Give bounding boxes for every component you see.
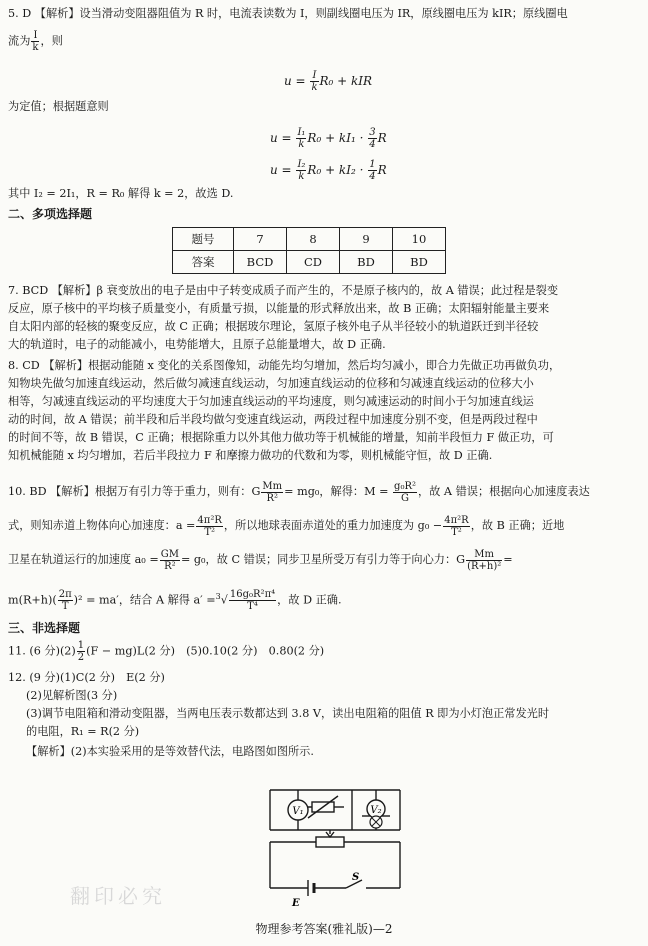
q7-line-2: 反应，原子核中的平均核子质量变小，有质量亏损，以能量的形式释放出来，故 B 正确；太阳辐射能量主要来 — [8, 302, 550, 315]
table-cell: BD — [393, 251, 446, 274]
table-cell: CD — [287, 251, 340, 274]
battery-label: E — [292, 898, 300, 909]
q10-line-2: 式，则知赤道上物体向心加速度：a = $\frac{\text{4π²R}}{\text{T²}}$ ，所以地球表面赤道处的重力加速度为 g₀ − $\frac{\text{4π²R}}{\text{T²}}$ ，故 B 正确；近地 — [8, 514, 565, 538]
q7-line-1: 7. BCD 【解析】β 衰变放出的电子是由中子转变成质子而产生的，不是原子核内的，故 A 错误；此过程是裂变 — [8, 284, 559, 297]
q5-line-2: 流为 $\frac{I}{k}$ ，则 — [8, 30, 63, 53]
q12-line-4: 的电阻，R₁ = R(2 分) — [26, 725, 140, 738]
voltmeter-v2-label: V₂ — [370, 805, 382, 816]
q8-line-5: 的时间不等，故 B 错误，C 正确；根据除重力以外其他力做功等于机械能的增量，知前半段恒力 F 做正功，可 — [8, 431, 554, 444]
q5-equation-3: u = $\frac{\text{I₂}}{k}$ R₀ + kI₂ · $\frac{1}{4}$ R — [270, 159, 387, 182]
q8-line-1: 8. CD 【解析】根据动能随 x 变化的关系图像知，动能先均匀增加，然后均匀减小，即合力先做正功再做负功， — [8, 359, 561, 372]
voltmeter-v1-label: V₁ — [292, 806, 304, 817]
q10-line-1: 10. BD 【解析】根据万有引力等于重力，则有：G $\frac{Mm}{\text{R²}}$ = mg₀，解得：M = $\frac{\text{g₀R²}}{G}$ ，故 A 错误；根据向心加速度表达 — [8, 480, 590, 504]
table-cell: 9 — [340, 228, 393, 251]
table-row — [173, 251, 446, 274]
q8-line-6: 知机械能随 x 均匀增加，若后半段拉力 F 和摩擦力做功的代数和为零，则机械能守恒，故 D 正确. — [8, 449, 493, 462]
table-cell: 题号 — [173, 228, 234, 251]
switch-label: S — [352, 872, 360, 883]
page-footer: 物理参考答案(雅礼版)—2 — [255, 922, 393, 936]
q5-equation-2: u = $\frac{\text{I₁}}{k}$ R₀ + kI₁ · $\frac{3}{4}$ R — [270, 127, 387, 150]
q12-line-2: (2)见解析图(3 分) — [26, 689, 118, 702]
table-cell: 8 — [287, 228, 340, 251]
table-cell: 7 — [234, 228, 287, 251]
q12-line-3: (3)调节电阻箱和滑动变阻器，当两电压表示数都达到 3.8 V，读出电阻箱的阻值 R 即为小灯泡正常发光时 — [26, 707, 550, 720]
answer-table — [172, 227, 446, 274]
q12-line-1: 12. (9 分)(1)C(2 分) E(2 分) — [8, 671, 165, 684]
watermark: 翻印必究 — [70, 884, 166, 908]
section-heading-multiple-choice: 二、多项选择题 — [8, 207, 93, 221]
q8-line-4: 动的时间，故 A 错误；前半段和后半段均做匀变速直线运动，两段过程中加速度分别不变，但是两段过程中 — [8, 413, 538, 426]
fraction-I-over-k: $\frac{I}{k}$ — [32, 30, 39, 53]
table-row — [173, 228, 446, 251]
section-heading-non-choice: 三、非选择题 — [8, 621, 81, 635]
q5-equation-1: u = $\frac{I}{k}$ R₀ + kIR — [284, 70, 373, 93]
table-cell: 10 — [393, 228, 446, 251]
q5-line-3: 为定值；根据题意则 — [8, 100, 109, 113]
q5-line-1: 5. D 【解析】设当滑动变阻器阻值为 R 时，电流表读数为 I，则副线圈电压为 IR，原线圈电压为 kIR；原线圈电 — [8, 7, 568, 20]
q7-line-4: 大的轨道时，电子的动能减小，电势能增大，且原子总能量增大，故 D 正确. — [8, 338, 386, 351]
q7-line-3: 自太阳内部的轻核的聚变反应，故 C 正确；根据玻尔理论，氢原子核外电子从半径较小的轨道跃迁到半径较 — [8, 320, 539, 333]
q10-line-3: 卫星在轨道运行的加速度 a₀ = $\frac{GM}{\text{R²}}$ = g₀，故 C 错误；同步卫星所受万有引力等于向心力：G $\frac{Mm}{\text{(R+h)²}}$ = — [8, 548, 513, 572]
table-cell: BCD — [234, 251, 287, 274]
table-cell: BD — [340, 251, 393, 274]
table-cell: 答案 — [173, 251, 234, 274]
lamp-icon — [370, 816, 382, 828]
q12-line-5: 【解析】(2)本实验采用的是等效替代法，电路图如图所示. — [26, 745, 314, 758]
q10-line-4: m(R+h)( $\frac{2\pi}{T}$ )² = ma′，结合 A 解得 a′ =$^3$√ $\frac{\text{16g₀R²π⁴}}{\text{T⁴}}$ ，故 D 正确. — [8, 589, 342, 610]
q11-line: 11. (6 分)(2) $\frac{1}{2}$ (F − mg)L(2 分) (5)0.10(2 分) 0.80(2 分) — [8, 640, 325, 662]
q8-line-3: 相等，匀减速直线运动的平均速度大于匀加速直线运动的平均速度，则匀减速运动的时间小于匀加速直线运 — [8, 395, 534, 408]
q8-line-2: 知物块先做匀加速直线运动，然后做匀减速直线运动，匀加速直线运动的位移和匀减速直线运动的位移大小 — [8, 377, 534, 390]
circuit-diagram — [258, 770, 408, 912]
q5-line-4: 其中 I₂ = 2I₁，R = R₀ 解得 k = 2，故选 D. — [8, 187, 234, 200]
